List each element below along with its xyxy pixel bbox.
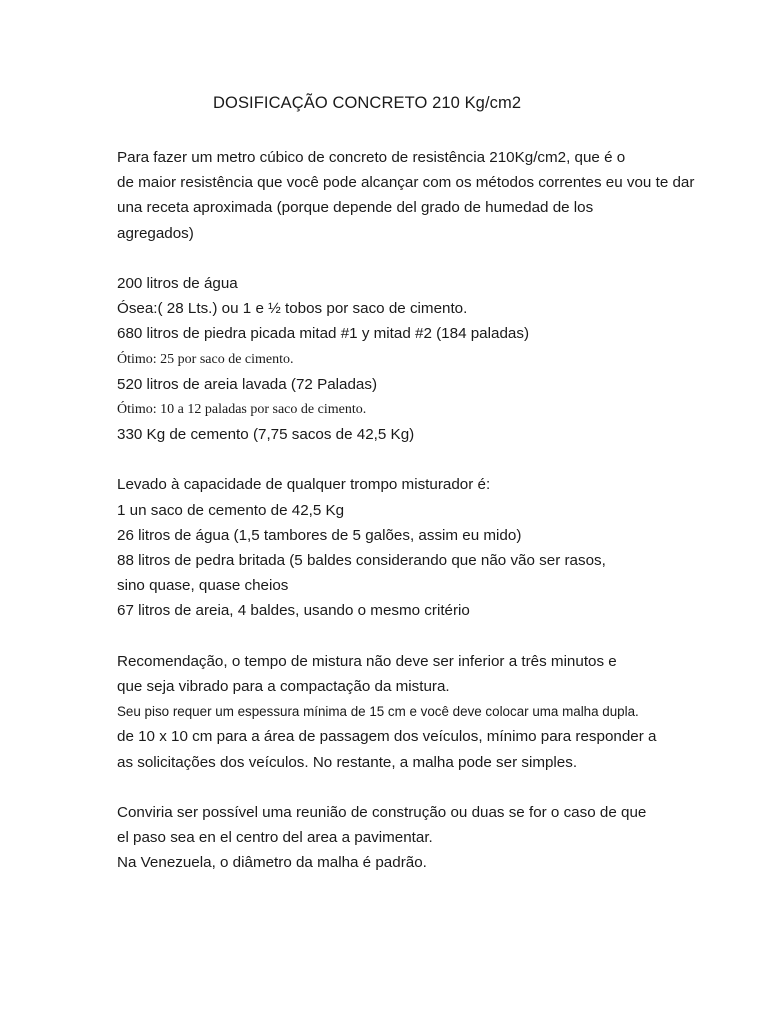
paragraph-spacer: [117, 246, 757, 271]
text-line: 200 litros de água: [117, 274, 238, 292]
text-line: el paso sea en el centro del area a pavimentar.: [117, 829, 433, 847]
text-line: 88 litros de pedra britada (5 baldes considerando que não vão ser rasos,: [117, 552, 606, 569]
text-line: 1 un saco de cemento de 42,5 Kg: [117, 501, 345, 519]
paragraph: [117, 145, 757, 246]
text-line: 680 litros de piedra picada mitad #1 y mitad #2 (184 paladas): [117, 325, 529, 343]
text-line: 520 litros de areia lavada (72 Paladas): [117, 375, 378, 393]
text-line: Conviria ser possível uma reunião de construção ou duas se for o caso de que: [117, 803, 647, 821]
document-title: DOSIFICAÇÃO CONCRETO 210 Kg/cm2: [213, 94, 522, 112]
text-line: Recomendação, o tempo de mistura não deve ser inferior a três minutos e: [117, 652, 617, 670]
text-line: 330 Kg de cemento (7,75 sacos de 42,5 Kg): [117, 426, 415, 444]
text-line: Para fazer um metro cúbico de concreto de resistência 210Kg/cm2, que é o: [117, 149, 626, 166]
text-line: que seja vibrado para a compactação da mistura.: [117, 677, 450, 695]
text-line: as solicitações dos veículos. No restante, a malha pode ser simples.: [117, 753, 578, 771]
text-line: de 10 x 10 cm para a área de passagem dos veículos, mínimo para responder a: [117, 728, 657, 746]
text-line: Levado à capacidade de qualquer trompo misturador é:: [117, 476, 491, 494]
paragraph-spacer: [117, 624, 757, 649]
text-line: agregados): [117, 224, 194, 242]
document-body: [117, 145, 757, 875]
text-line: sino quase, quase cheios: [117, 577, 289, 595]
paragraph-spacer: [117, 775, 757, 800]
paragraph: [117, 649, 757, 775]
text-line: Seu piso requer um espessura mínima de 15 cm e você deve colocar uma malha dupla.: [117, 704, 639, 720]
text-line: una receta aproximada (porque depende del grado de humedad de los: [117, 199, 594, 217]
text-line: Ósea:( 28 Lts.) ou 1 e ½ tobos por saco de cimento.: [117, 300, 468, 318]
paragraph: [117, 472, 757, 623]
text-line: 26 litros de água (1,5 tambores de 5 galões, assim eu mido): [117, 526, 522, 544]
paragraph-spacer: [117, 447, 757, 472]
text-line: Ótimo: 25 por saco de cimento.: [117, 351, 294, 367]
text-line: Na Venezuela, o diâmetro da malha é padrão.: [117, 854, 427, 872]
text-line: 67 litros de areia, 4 baldes, usando o mesmo critério: [117, 602, 470, 620]
paragraph: [117, 800, 757, 876]
paragraph: [117, 271, 757, 447]
text-line: de maior resistência que você pode alcançar com os métodos correntes eu vou te dar: [117, 174, 695, 192]
text-line: Ótimo: 10 a 12 paladas por saco de cimento.: [117, 401, 367, 417]
